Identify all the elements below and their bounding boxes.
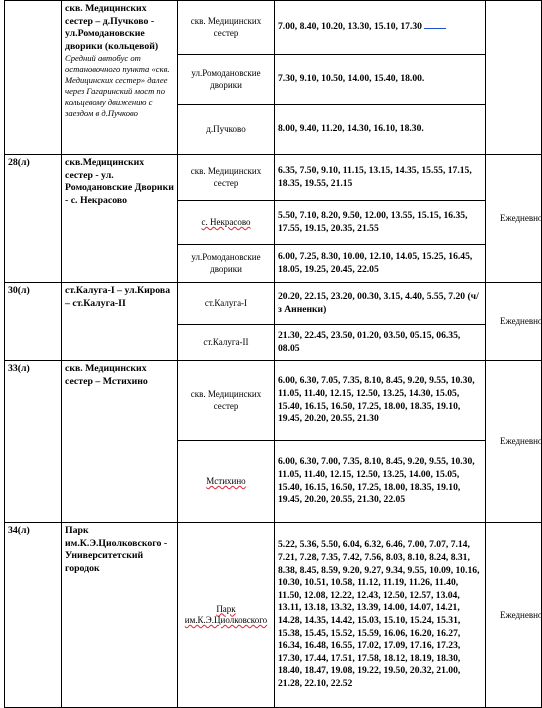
stop-times: 20.20, 22.15, 23.20, 00.30, 3.15, 4.40, 5.55, 7.20 (ч/з Анненки) <box>275 283 486 325</box>
table-row <box>5 155 542 201</box>
stop-times: 7.30, 9.10, 10.50, 14.00, 15.40, 18.00. <box>275 55 486 105</box>
route-name: скв. Медицинских сестер – д.Пучково - ул.Ромодановские дворики (кольцевой) <box>65 3 159 52</box>
route-number: 28(л) <box>5 155 62 283</box>
stop-times: 6.00, 7.25, 8.30, 10.00, 12.10, 14.05, 15.25, 16.45, 18.05, 19.25, 20.45, 22.05 <box>275 245 486 283</box>
stop-name <box>178 201 275 245</box>
text-cursor-mark <box>424 28 446 29</box>
table-row <box>5 361 542 441</box>
table-row <box>5 283 542 325</box>
stop-name: скв. Медицинских сестер <box>178 361 275 441</box>
stop-name: ул.Ромодановские дворики <box>178 245 275 283</box>
stop-name: ст.Калуга-II <box>178 325 275 361</box>
stop-times: 5.22, 5.36, 5.50, 6.04, 6.32, 6.46, 7.00, 7.07, 7.14, 7.21, 7.28, 7.35, 7.42, 7.56, 8.03, 8.10, 8.24, 8.31, 8.38, 8.45, 8.59, 9.20, 9.27, 9.34, 9.55, 10.09, 10.16, 10.30, 10.51, 10.58, 11.12, 11.19, 11.26, 11.40, 11.50, 12.08, 12.22, 12.43, 12.50, 12.57, 13.04, 13.11, 13.18, 13.32, 13.39, 14.00, 14.07, 14.21, 14.28, 14.35, 14.42, 15.03, 15.10, 15.24, 15.31, 15.38, 15.45, 15.52, 15.59, 16.06, 16.20, 16.27, 16.34, 16.48, 16.55, 17.02, 17.09, 17.16, 17.23, 17.30, 17.44, 17.51, 17.58, 18.12, 18.19, 18.30, 18.40, 18.47, 19.08, 19.22, 19.50, 20.32, 21.00, 21.28, 22.10, 22.52 <box>275 523 486 708</box>
stop-name <box>178 441 275 523</box>
route-name: скв.Медицинских сестер - ул. Ромодановские Дворики - с. Некрасово <box>62 155 178 283</box>
bus-schedule-table <box>4 0 542 708</box>
stop-name: ст.Калуга-I <box>178 283 275 325</box>
stop-name: д.Пучково <box>178 105 275 155</box>
frequency: Ежедневно <box>486 523 542 708</box>
stop-name <box>178 523 275 708</box>
stop-name: скв. Медицинских сестер <box>178 1 275 55</box>
route-name: ст.Калуга-I – ул.Кирова – ст.Калуга-II <box>62 283 178 361</box>
table-row <box>5 523 542 708</box>
route-number <box>5 1 62 155</box>
frequency: Ежедневно <box>486 155 542 283</box>
route-name: скв. Медицинских сестер – Мстихино <box>62 361 178 523</box>
stop-label: Мстихино <box>206 475 246 486</box>
frequency: Ежедневно <box>486 283 542 361</box>
stop-times: 6.00, 6.30, 7.05, 7.35, 8.10, 8.45, 9.20, 9.55, 10.30, 11.05, 11.40, 12.15, 12.50, 13.25, 14.30, 15.05, 15.40, 16.15, 16.50, 17.25, 18.00, 18.35, 19.10, 19.45, 20.20, 20.55, 21.30 <box>275 361 486 441</box>
stop-name: скв. Медицинских сестер <box>178 155 275 201</box>
table-row <box>5 1 542 55</box>
stop-label: с. Некрасово <box>201 216 251 227</box>
stop-name: ул.Ромодановские дворики <box>178 55 275 105</box>
route-number: 30(л) <box>5 283 62 361</box>
stop-times <box>275 1 486 55</box>
route-description <box>62 1 178 155</box>
times-text: 7.00, 8.40, 10.20, 13.30, 15.10, 17.30 <box>278 21 422 33</box>
stop-times: 5.50, 7.10, 8.20, 9.50, 12.00, 13.55, 15.15, 16.35, 17.55, 19.15, 20.35, 21.55 <box>275 201 486 245</box>
stop-times: 8.00, 9.40, 11.20, 14.30, 16.10, 18.30. <box>275 105 486 155</box>
stop-times: 6.35, 7.50, 9.10, 11.15, 13.15, 14.35, 15.55, 17.15, 18.35, 19.55, 21.15 <box>275 155 486 201</box>
frequency <box>486 1 542 155</box>
stop-times: 6.00, 6.30, 7.00, 7.35, 8.10, 8.45, 9.20, 9.55, 10.30, 11.05, 11.40, 12.15, 12.50, 13.25, 14.00, 15.05, 15.40, 16.15, 16.50, 17.25, 18.00, 18.35, 19.10, 19.45, 20.20, 20.55, 21.30, 22.05 <box>275 441 486 523</box>
stop-times: 21.30, 22.45, 23.50, 01.20, 03.50, 05.15, 06.35, 08.05 <box>275 325 486 361</box>
route-note: Средний автобус от остановочного пункта «скв. Медицинских сестер» далее через Гагаринский мост по кольцевому движению с заездом в д.Пучково <box>65 53 170 119</box>
route-number: 34(л) <box>5 523 62 708</box>
frequency: Ежедневно <box>486 361 542 523</box>
route-name: Парк им.К.Э.Циолковского - Университетский городок <box>62 523 178 708</box>
stop-label: Парк им.К.Э.Циолковского <box>184 603 268 625</box>
route-number: 33(л) <box>5 361 62 523</box>
